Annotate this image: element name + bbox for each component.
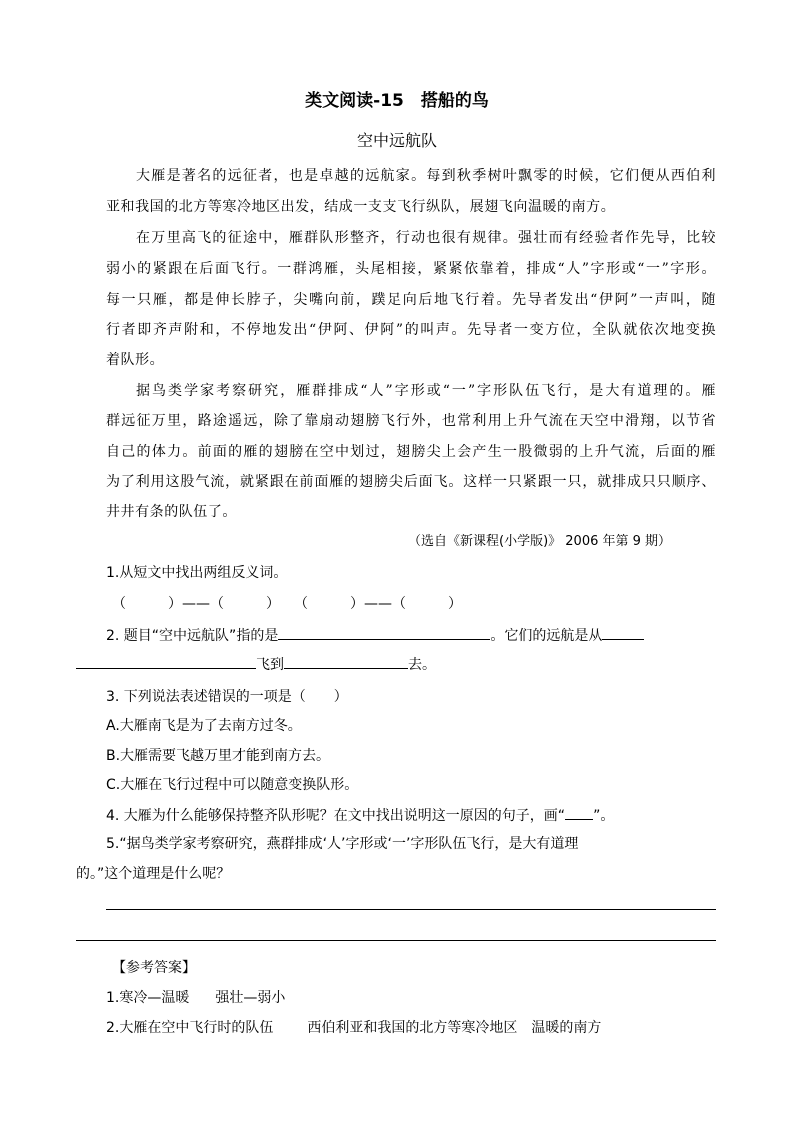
blank-meaning[interactable] — [278, 625, 490, 640]
question-5-line2: 的。”这个道理是什么呢？ — [76, 866, 231, 882]
p3-line5: 井井有条的队伍了。 — [106, 504, 237, 520]
answers-heading: 【参考答案】 — [112, 960, 196, 976]
question-4 — [106, 805, 716, 826]
p2-line5: 着队形。 — [106, 352, 165, 368]
question-2-line1 — [106, 625, 716, 646]
page-title: 类文阅读-15 搭船的鸟 — [305, 91, 489, 111]
p1-line2: 亚和我国的北方等寒冷地区出发，结成一支支飞行纵队，展翅飞向温暖的南方。 — [106, 199, 616, 215]
question-5-line1: 5.“据鸟类学家考察研究，燕群排成‘人’字形或‘一’字形队伍飞行，是大有道理 — [106, 836, 579, 852]
question-1-answer-blanks[interactable]: （ ）——（ ） （ ）——（ ） — [112, 596, 462, 612]
answer-line-2[interactable] — [76, 940, 716, 941]
answer-1-part-2: 强壮—弱小 — [215, 990, 286, 1006]
question-3: 3. 下列说法表述错误的一项是（ ） — [106, 689, 348, 705]
blank-from[interactable] — [76, 654, 256, 669]
answer-2-part-3: 温暖的南方 — [531, 1020, 602, 1036]
question-2-text-4: 去。 — [408, 657, 436, 673]
source-citation: （选自《新课程(小学版)》 2006 年第 9 期） — [408, 534, 672, 549]
option-b[interactable]: B.大雁需要飞越万里才能到南方去。 — [106, 748, 331, 764]
blank-to[interactable] — [284, 654, 408, 669]
question-4-text-2: ”。 — [593, 808, 615, 824]
p3-line4: 为了利用这股气流，就紧跟在前面雁的翅膀尖后面飞。这样一只紧跟一只，就排成只只顺序、 — [106, 474, 716, 490]
question-2-text-2: 。它们的远航是从 — [490, 628, 603, 644]
p2-line1: 在万里高飞的征途中，雁群队形整齐，行动也很有规律。强壮而有经验者作先导，比较 — [136, 230, 716, 246]
p1-line1: 大雁是著名的远征者，也是卓越的远航家。每到秋季树叶飘零的时候，它们便从西伯利 — [136, 168, 716, 184]
passage-title: 空中远航队 — [356, 131, 437, 150]
question-2-line2 — [76, 654, 716, 675]
answer-2 — [106, 1018, 716, 1038]
answer-2-part-1: 2.大雁在空中飞行时的队伍 — [106, 1020, 274, 1036]
blank-from-start[interactable] — [602, 625, 644, 640]
underline-mark — [565, 805, 593, 820]
p3-line1: 据鸟类学家考察研究，雁群排成“人”字形或“一”字形队伍飞行，是大有道理的。雁 — [136, 383, 716, 399]
question-2-text-1: 2. 题目“空中远航队”指的是 — [106, 628, 279, 644]
p2-line3: 每一只雁，都是伸长脖子，尖嘴向前，蹼足向后地飞行着。先导者发出“伊阿”一声叫，随 — [106, 292, 716, 308]
answer-1 — [106, 988, 716, 1008]
answer-1-part-1: 1.寒冷—温暖 — [106, 990, 190, 1006]
p2-line4: 行者即齐声附和，不停地发出“伊阿、伊阿”的叫声。先导者一变方位，全队就依次地变换 — [106, 322, 716, 338]
question-4-text-1: 4. 大雁为什么能够保持整齐队形呢？在文中找出说明这一原因的句子，画“ — [106, 808, 566, 824]
p3-line2: 群远征万里，路途遥远，除了靠扇动翅膀飞行外，也常利用上升气流在天空中滑翔，以节省 — [106, 413, 716, 429]
option-c[interactable]: C.大雁在飞行过程中可以随意变换队形。 — [106, 777, 359, 793]
p2-line2: 弱小的紧跟在后面飞行。一群鸿雁，头尾相接，紧紧依靠着，排成“人”字形或“一”字形。 — [106, 261, 716, 277]
question-1: 1.从短文中找出两组反义词。 — [106, 565, 288, 581]
answer-line-1[interactable] — [106, 909, 716, 910]
question-2-text-3: 飞到 — [256, 657, 284, 673]
answer-2-part-2: 西伯利亚和我国的北方等寒冷地区 — [307, 1020, 518, 1036]
p3-line3: 自己的体力。前面的雁的翅膀在空中划过，翅膀尖上会产生一股微弱的上升气流，后面的雁 — [106, 444, 716, 460]
option-a[interactable]: A.大雁南飞是为了去南方过冬。 — [106, 718, 302, 734]
